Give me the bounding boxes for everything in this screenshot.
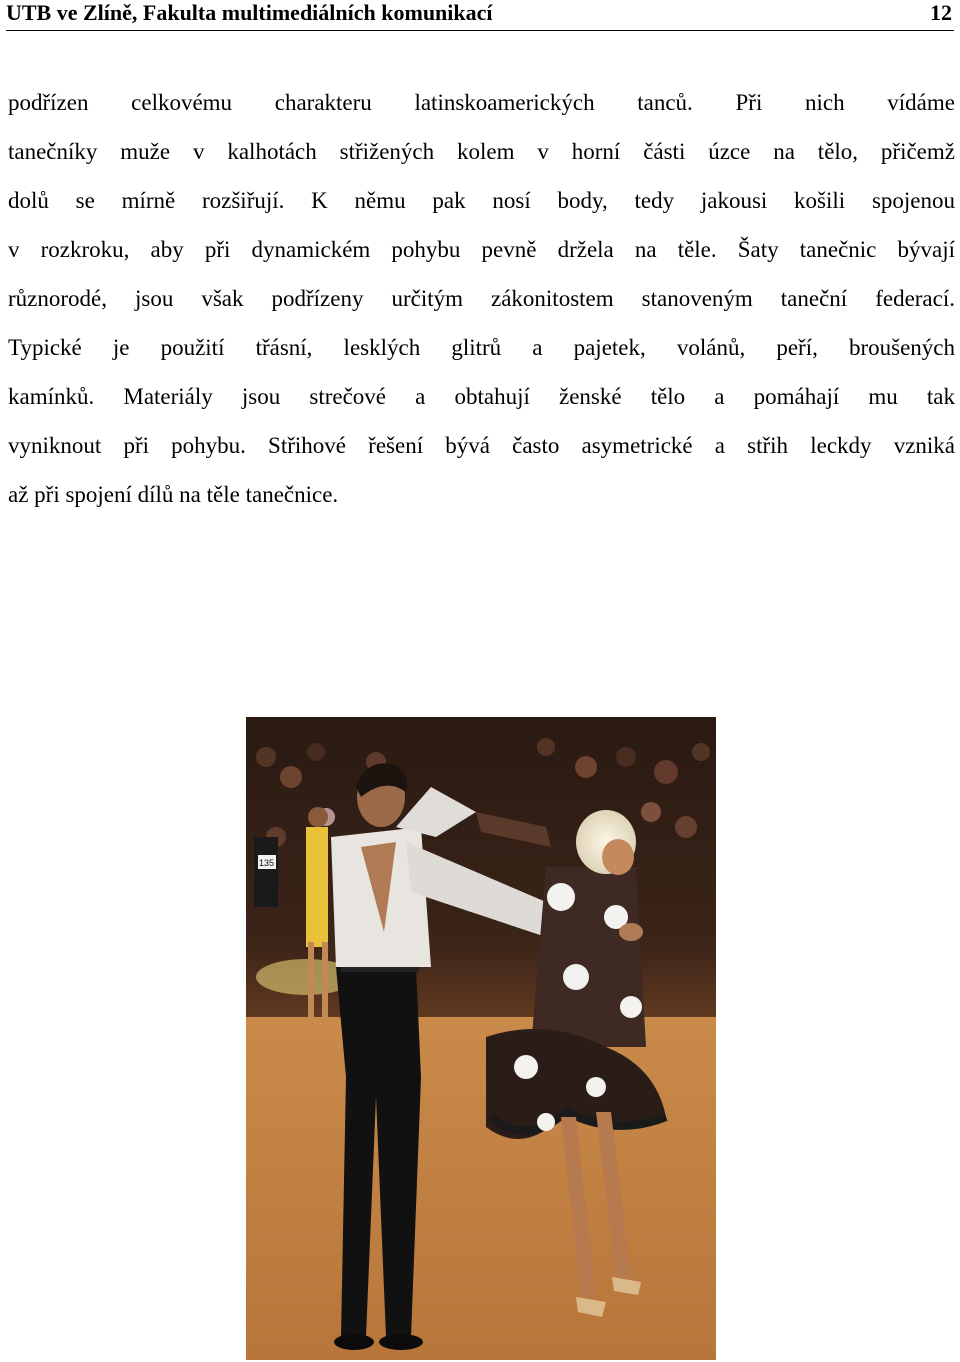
paragraph-line: v rozkroku, aby při dynamickém pohybu pevně držela na těle. Šaty tanečnic bývají [8, 237, 955, 262]
competitor-number: 135 [259, 858, 275, 868]
paragraph-line: až při spojení dílů na těle tanečnice. [8, 482, 339, 507]
page-header [6, 0, 954, 31]
paragraph-line: podřízen celkovému charakteru latinskoamerických tanců. Při nich vídáme [8, 90, 955, 115]
paragraph-line: Typické je použití třásní, lesklých glitrů a pajetek, volánů, peří, broušených [8, 335, 955, 360]
header-title: UTB ve Zlíně, Fakulta multimediálních komunikací [6, 0, 493, 25]
paragraph-line: různorodé, jsou však podřízeny určitým zákonitostem stanoveným taneční federací. [8, 286, 955, 311]
paragraph-line: dolů se mírně rozšiřují. K němu pak nosí body, tedy jakousi košili spojenou [8, 188, 955, 213]
paragraph-line: kamínků. Materiály jsou strečové a obtahují ženské tělo a pomáhají mu tak [8, 384, 955, 409]
dance-photo [246, 717, 716, 1360]
dancers-illustration [246, 717, 716, 1360]
body-paragraph [8, 78, 955, 519]
page-number: 12 [930, 0, 952, 25]
paragraph-line: vyniknout při pohybu. Střihové řešení bývá často asymetrické a střih leckdy vzniká [8, 433, 955, 458]
paragraph-line: tanečníky muže v kalhotách střižených kolem v horní části úzce na tělo, přičemž [8, 139, 955, 164]
